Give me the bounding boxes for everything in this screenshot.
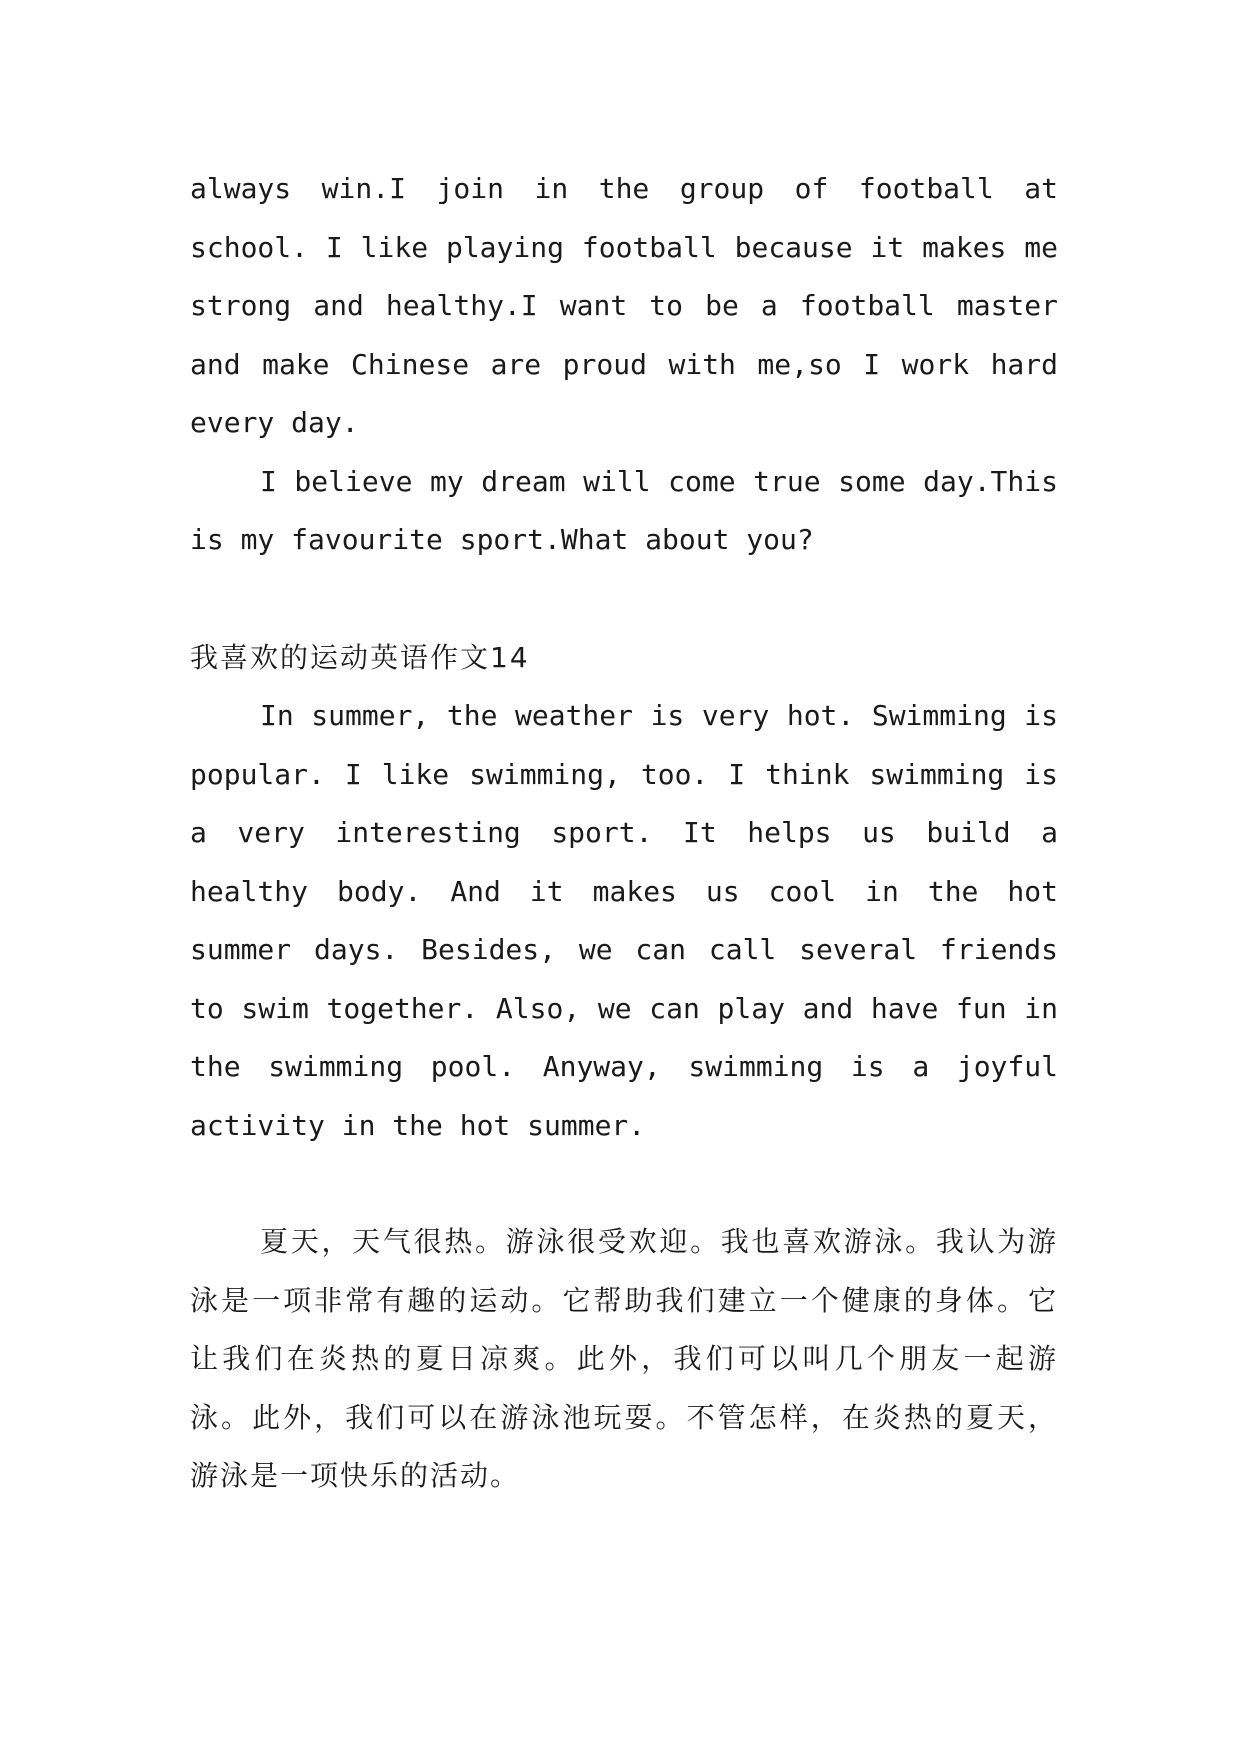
essay-title: 我喜欢的运动英语作文14 (190, 640, 530, 674)
document-page (190, 160, 1058, 1506)
closing-paragraph: I believe my dream will come true some day.This is my favourite sport.What about you? (190, 464, 1058, 556)
continuation-paragraph: always win.I join in the group of football at school. I like playing football because it makes me strong and healthy.I want to be a football master and make Chinese are proud with me,so I work hard every day. (190, 172, 1058, 439)
chinese-paragraph: 夏天，天气很热。游泳很受欢迎。我也喜欢游泳。我认为游泳是一项非常有趣的运动。它帮助我们建立一个健康的身体。它让我们在炎热的夏日凉爽。此外，我们可以叫几个朋友一起游泳。此外，我们可以在游泳池玩耍。不管怎样，在炎热的夏天，游泳是一项快乐的活动。 (190, 1225, 1058, 1492)
english-paragraph: In summer, the weather is very hot. Swimming is popular. I like swimming, too. I think swimming is a very interesting sport. It helps us build a healthy body. And it makes us cool in the hot summer days. Besides, we can call several friends to swim together. Also, we can play and have fun in the swimming pool. Anyway, swimming is a joyful activity in the hot summer. (190, 699, 1058, 1142)
